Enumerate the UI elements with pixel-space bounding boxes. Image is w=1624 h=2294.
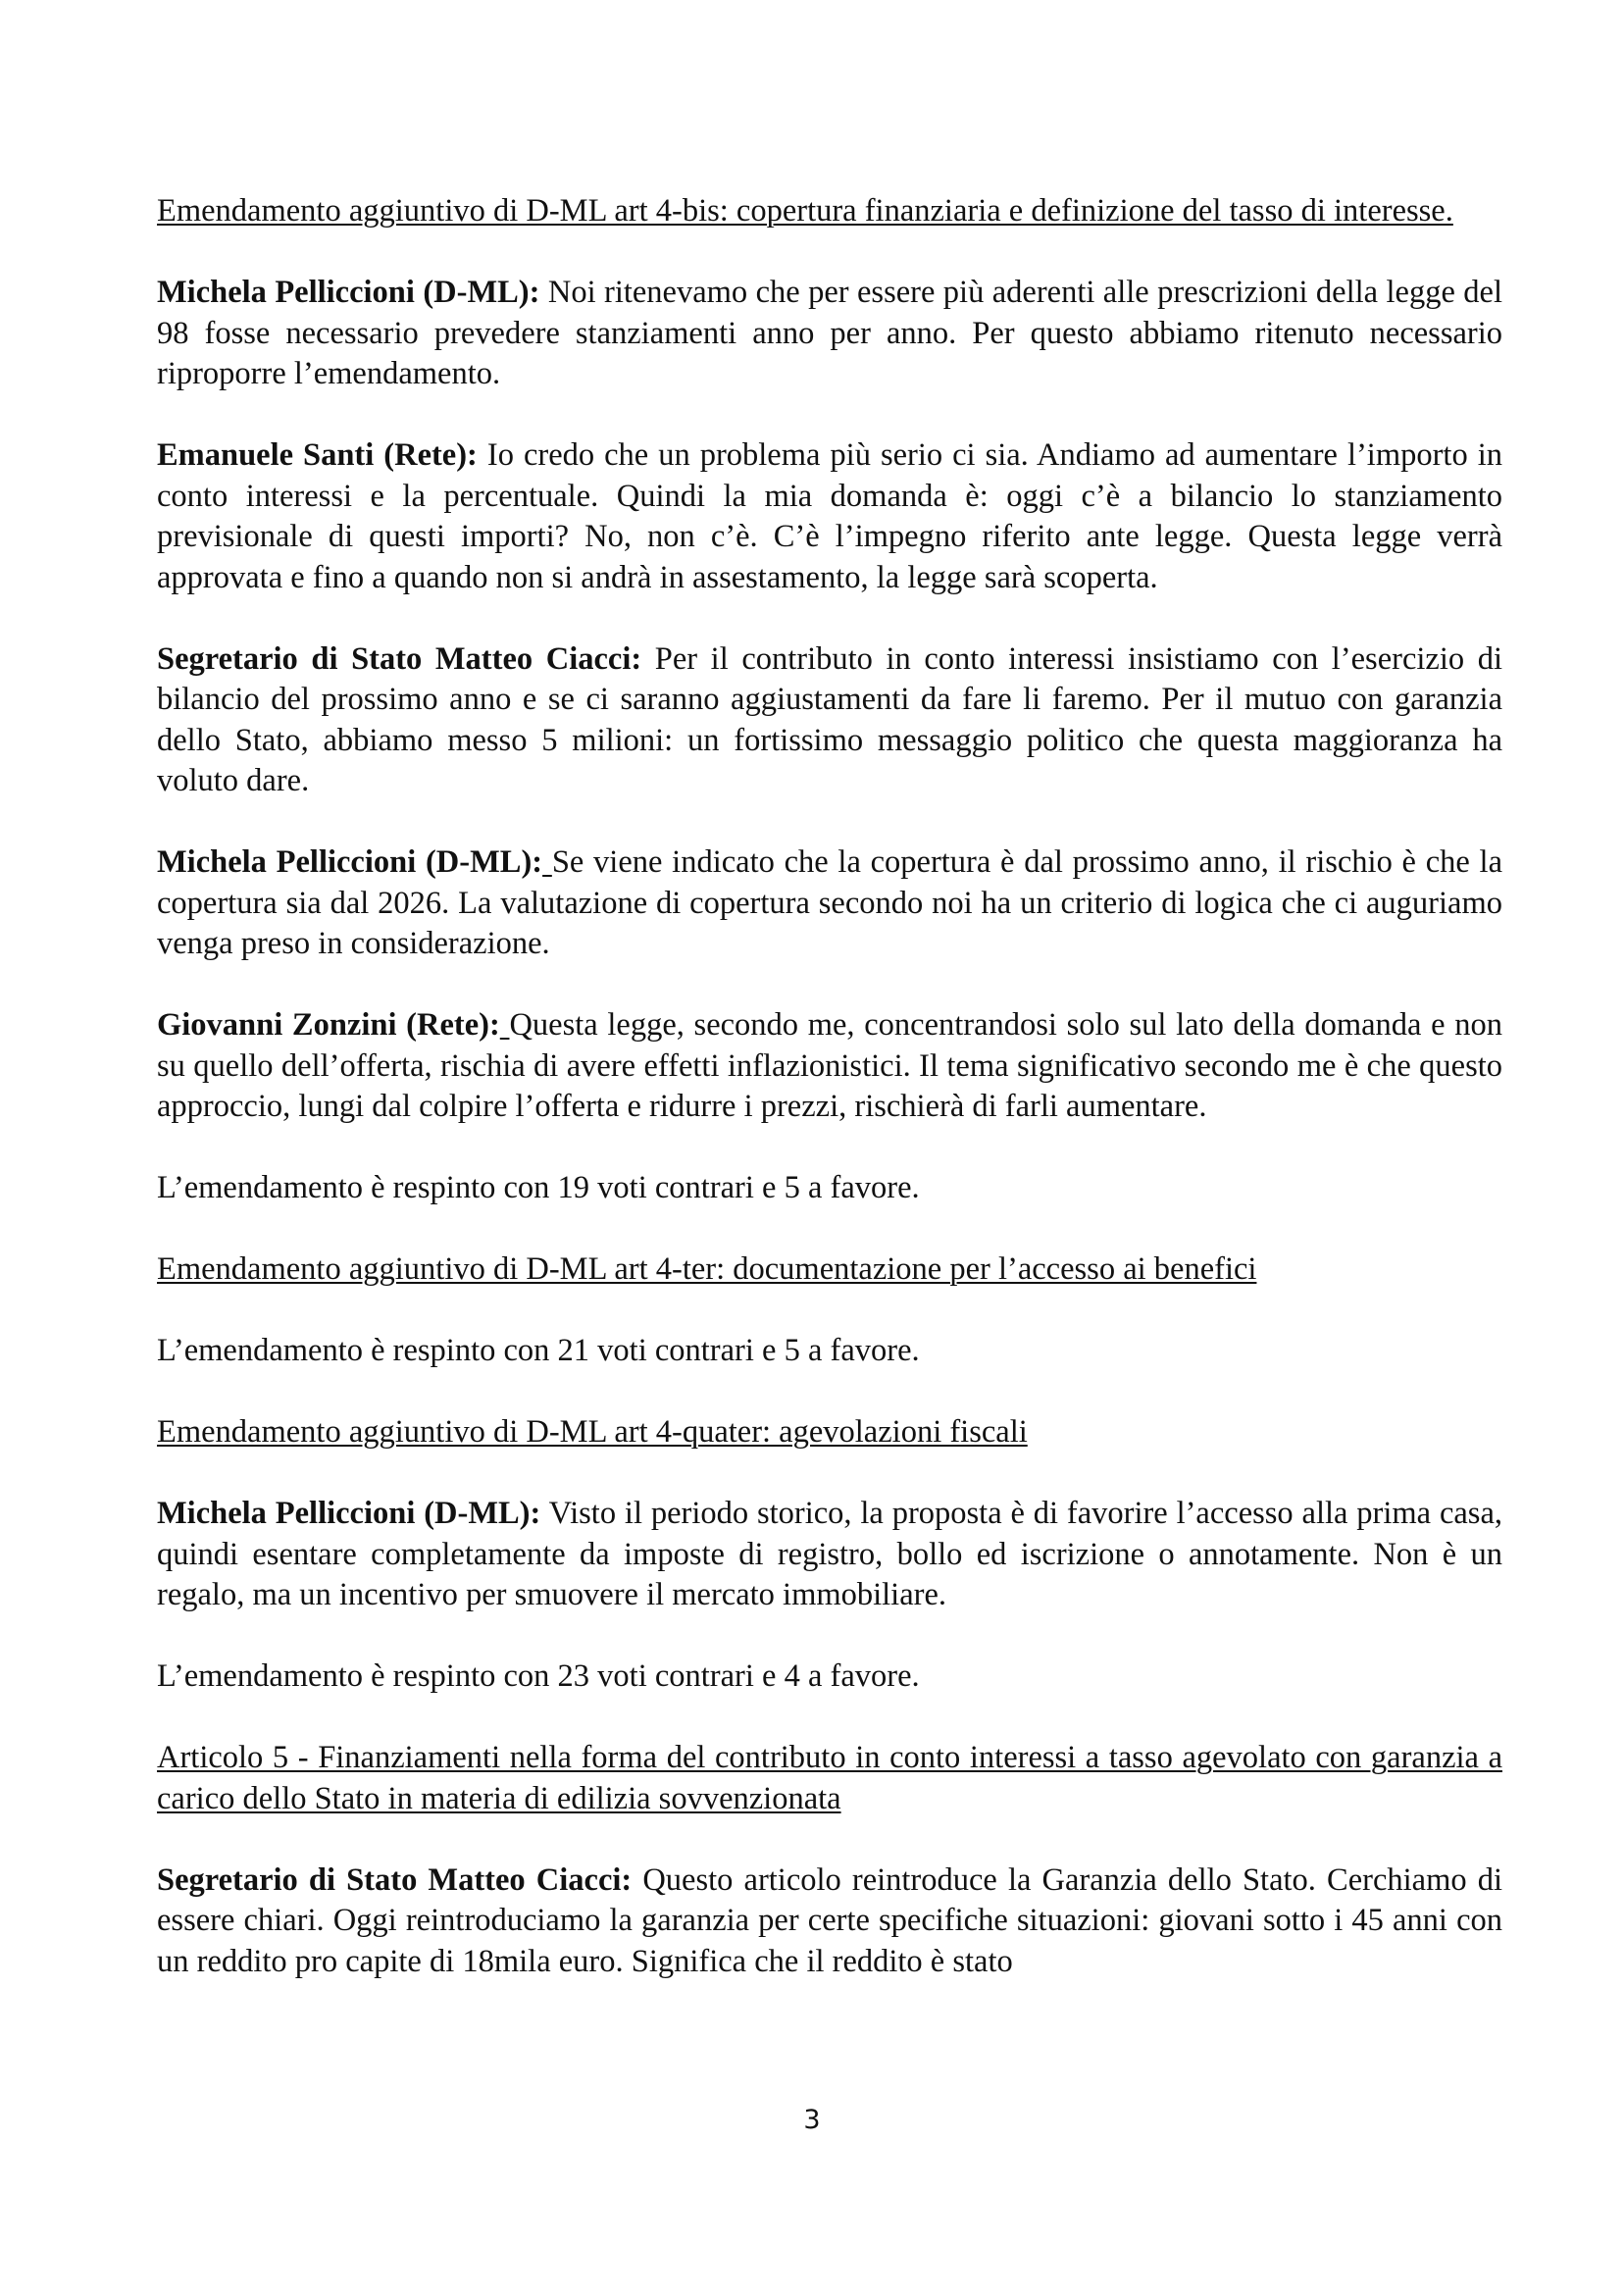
speaker-name: Michela Pelliccioni (D-ML):: [157, 275, 540, 310]
speech-paragraph: [157, 1005, 1502, 1128]
speaker-name: Michela Pelliccioni (D-ML):: [157, 844, 543, 880]
vote-result: L’emendamento è respinto con 21 voti contrari e 5 a favore.: [157, 1333, 920, 1368]
speaker-name: Emanuele Santi (Rete):: [157, 437, 478, 473]
speaker-name: Michela Pelliccioni (D-ML):: [157, 1496, 541, 1531]
speech-paragraph: [157, 842, 1502, 965]
speech-paragraph: [157, 1861, 1502, 1983]
speech-paragraph: [157, 639, 1502, 802]
document-body: [157, 191, 1502, 1982]
speaker-name: Segretario di Stato Matteo Ciacci:: [157, 1861, 633, 1898]
amendment-heading: Emendamento aggiuntivo di D-ML art 4-bis: copertura finanziaria e definizione del tasso di interesse.: [157, 193, 1453, 229]
speech-paragraph: [157, 1494, 1502, 1616]
speech-text: Questa legge, secondo me, concentrandosi solo sul lato della domanda e non su quello dell’offerta, rischia di avere effetti inflazionistici. Il tema significativo secondo me è che questo approccio, lungi dal colpire l’offerta e ridurre i prezzi, rischierà di farli aumentare.: [157, 1007, 1502, 1124]
speech-text: Io credo che un problema più serio ci sia. Andiamo ad aumentare l’importo in conto interessi e la percentuale. Quindi la mia domanda è: oggi c’è a bilancio lo stanziamento previsionale di questi importi? No, non c’è. C’è l’impegno riferito ante legge. Questa legge verrà approvata e fino a quando non si andrà in assestamento, la legge sarà scoperta.: [157, 437, 1502, 595]
speech-text: Questo articolo reintroduce la Garanzia dello Stato. Cerchiamo di essere chiari. Oggi reintroduciamo la garanzia per certe specifiche situazioni: giovani sotto i 45 anni con un reddito pro capite di 18mila euro. Significa che il reddito è stato: [157, 1861, 1502, 1979]
page-number: 3: [803, 2105, 821, 2135]
speech-text: Noi ritenevamo che per essere più aderenti alle prescrizioni della legge del 98 fosse necessario prevedere stanziamenti anno per anno. Per questo abbiamo ritenuto necessario riproporre l’emendamento.: [157, 275, 1502, 391]
amendment-heading: Emendamento aggiuntivo di D-ML art 4-ter: documentazione per l’accesso ai benefici: [157, 1251, 1257, 1287]
underlined-gap: [500, 1007, 510, 1043]
speaker-name: Giovanni Zonzini (Rete):: [157, 1007, 500, 1043]
amendment-heading: Emendamento aggiuntivo di D-ML art 4-quater: agevolazioni fiscali: [157, 1414, 1028, 1450]
speech-text: Per il contributo in conto interessi insistiamo con l’esercizio di bilancio del prossimo anno e se ci saranno aggiustamenti da fare li faremo. Per il mutuo con garanzia dello Stato, abbiamo messo 5 milioni: un fortissimo messaggio politico che questa maggioranza ha voluto dare.: [157, 640, 1502, 798]
speech-text: Se viene indicato che la copertura è dal prossimo anno, il rischio è che la copertura sia dal 2026. La valutazione di copertura secondo noi ha un criterio di logica che ci auguriamo venga preso in considerazione.: [157, 844, 1502, 961]
vote-result: L’emendamento è respinto con 23 voti contrari e 4 a favore.: [157, 1658, 920, 1694]
speech-paragraph: [157, 435, 1502, 598]
underlined-gap: [542, 844, 552, 880]
speech-text: Visto il periodo storico, la proposta è di favorire l’accesso alla prima casa, quindi esentare completamente da imposte di registro, bollo ed iscrizione o annotamente. Non è un regalo, ma un incentivo per smuovere il mercato immobiliare.: [157, 1496, 1502, 1612]
article-heading: Articolo 5 - Finanziamenti nella forma del contributo in conto interessi a tasso agevolato con garanzia a carico dello Stato in materia di edilizia sovvenzionata: [157, 1740, 1502, 1816]
speech-paragraph: [157, 273, 1502, 395]
speaker-name: Segretario di Stato Matteo Ciacci:: [157, 640, 642, 677]
vote-result: L’emendamento è respinto con 19 voti contrari e 5 a favore.: [157, 1170, 920, 1205]
